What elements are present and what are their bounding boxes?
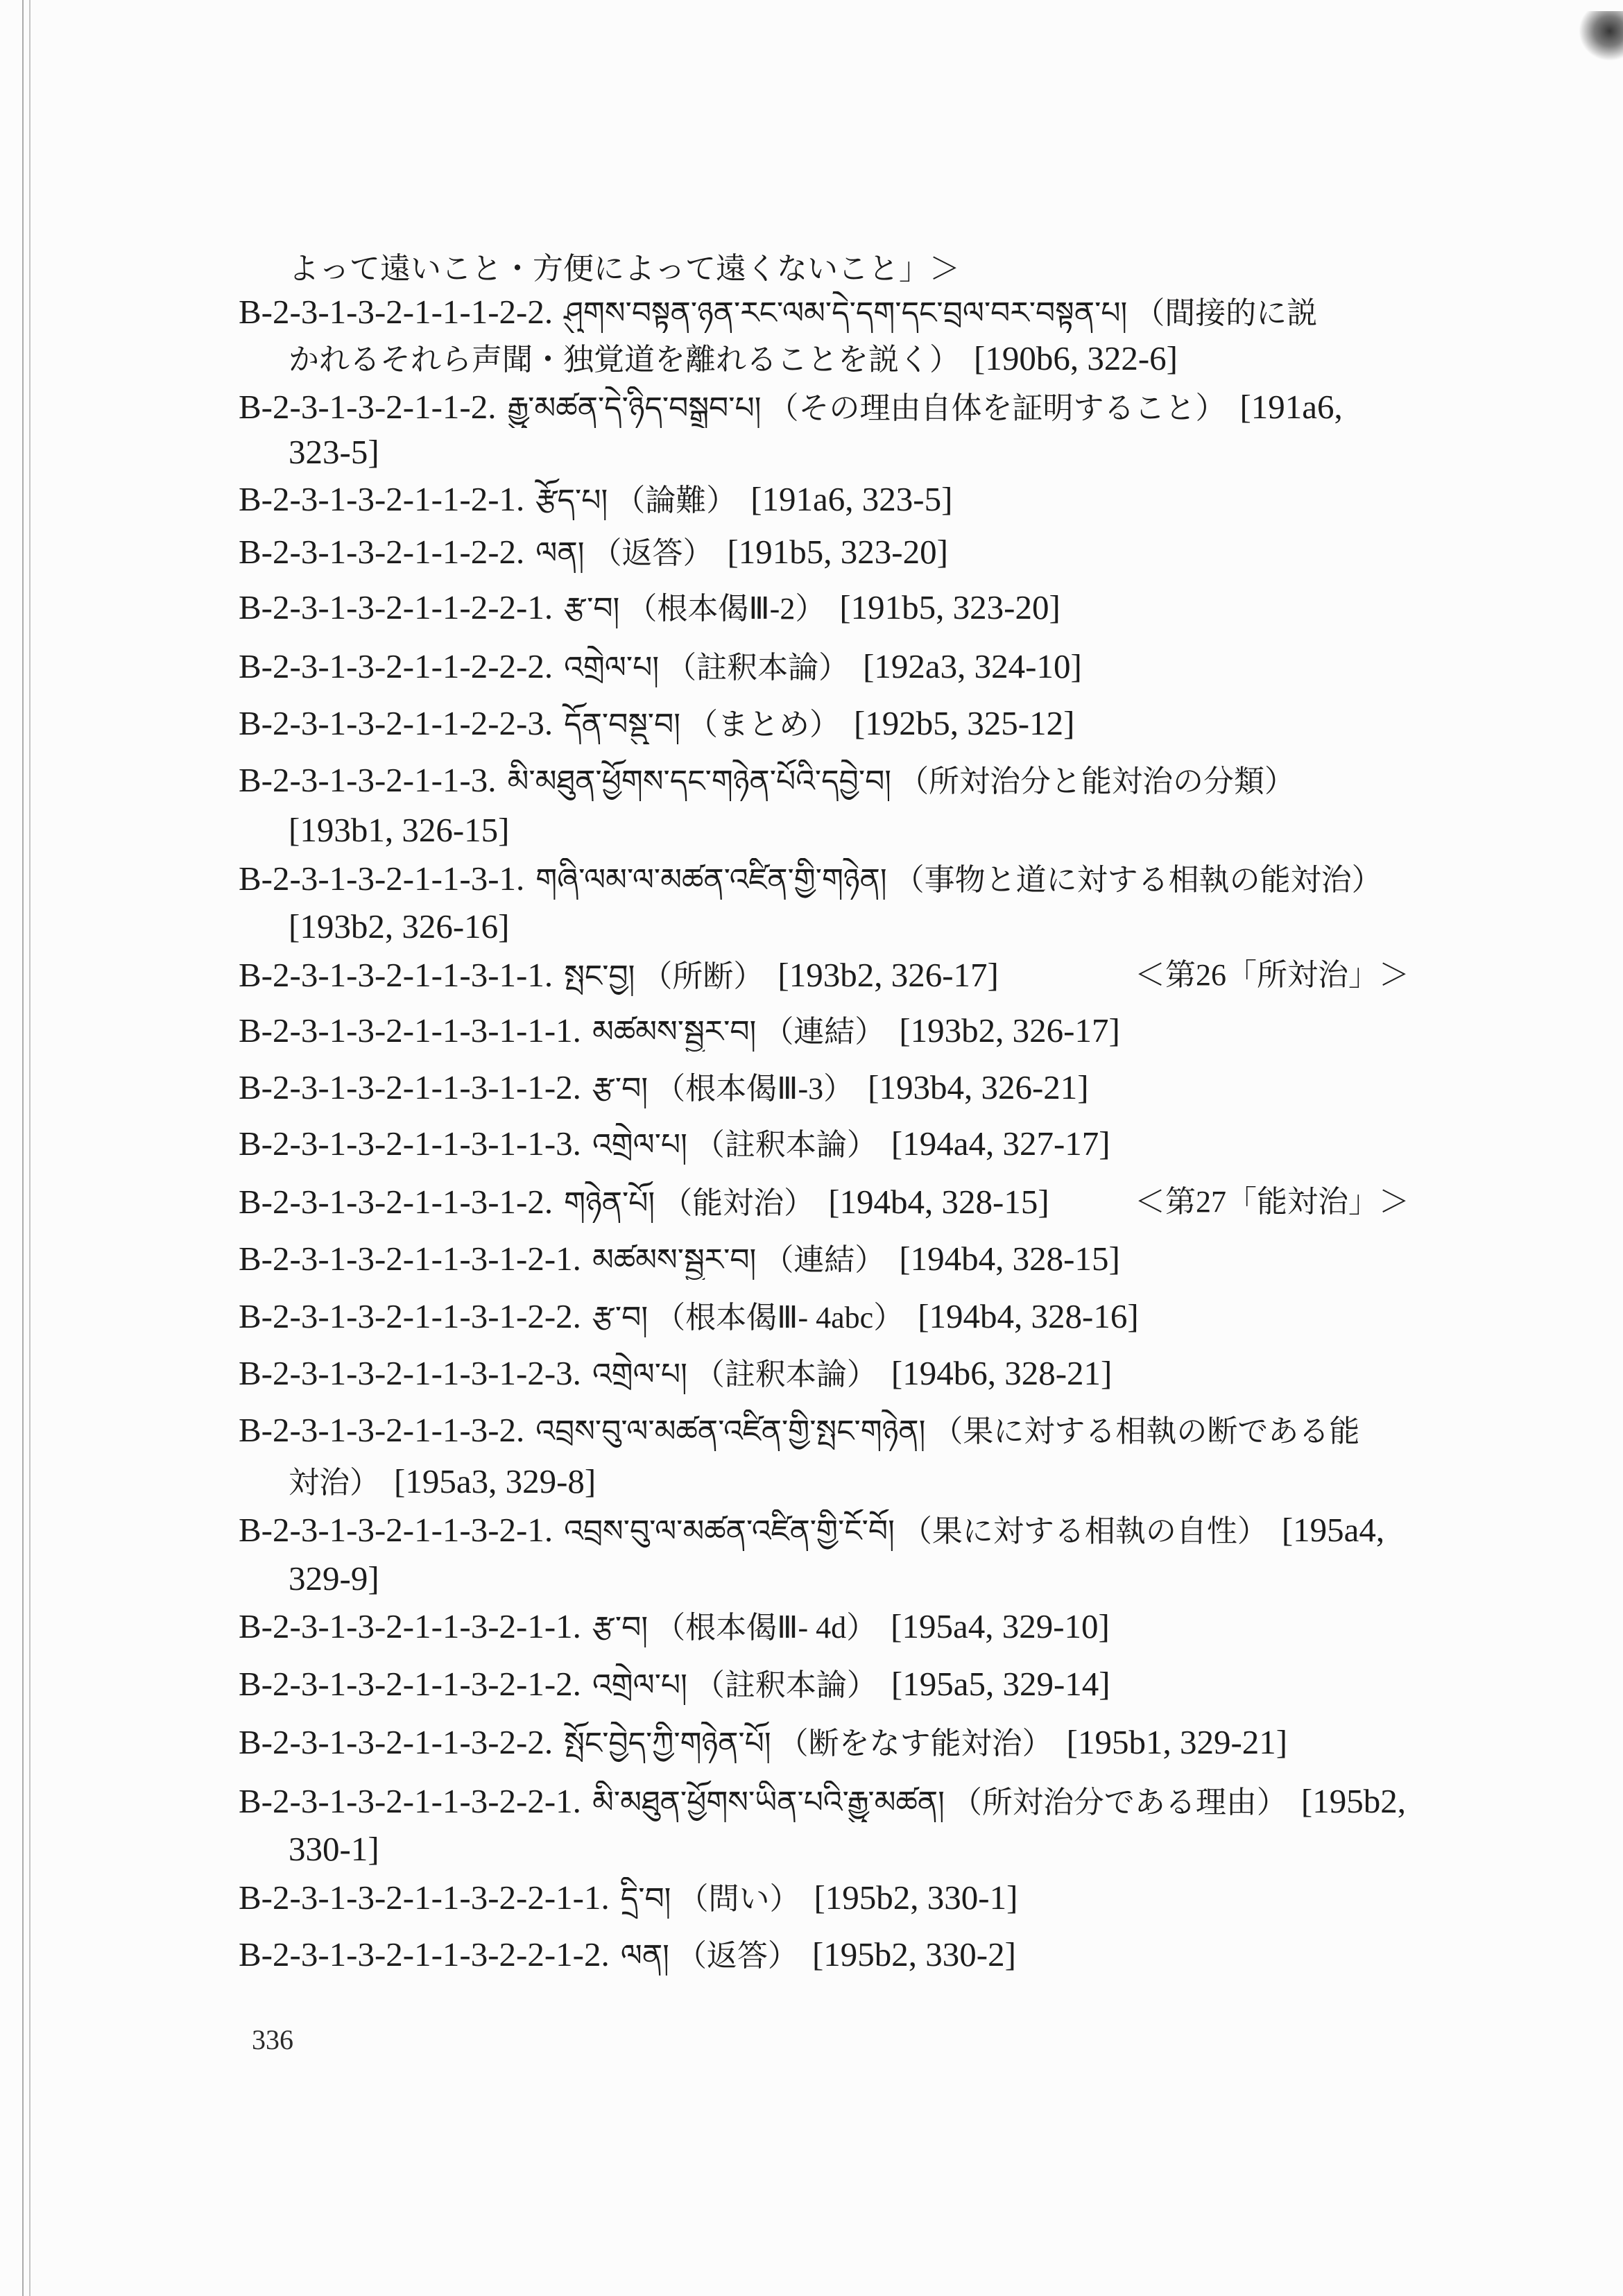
folio-reference: [195b1, 329-21] xyxy=(1066,1723,1288,1761)
tibetan-heading: འགྲེལ་པ། xyxy=(592,1127,687,1163)
folio-reference: [190b6, 322-6] xyxy=(974,339,1178,377)
section-number: B-2-3-1-3-2-1-1-3-1-2-3. xyxy=(239,1354,581,1392)
folio-reference: [195a4, xyxy=(1281,1511,1385,1549)
tibetan-heading: རྩ་བ། xyxy=(592,1610,649,1645)
japanese-gloss: （果に対する相執の断である能 xyxy=(932,1414,1360,1448)
folio-reference: [191a6, xyxy=(1239,388,1343,426)
section-number: B-2-3-1-3-2-1-1-3-2-1-2. xyxy=(239,1665,581,1703)
outline-entry xyxy=(0,1509,1623,1551)
folio-reference: [191b5, 323-20] xyxy=(839,588,1060,626)
section-number: B-2-3-1-3-2-1-1-2-2-1. xyxy=(239,588,553,626)
japanese-gloss-continued: 対治） xyxy=(289,1466,380,1500)
page-number: 336 xyxy=(252,2024,293,2055)
scan-corner-mark xyxy=(1579,11,1623,61)
folio-reference: 329-9] xyxy=(289,1559,379,1597)
japanese-gloss: （連結） xyxy=(763,1243,886,1277)
section-number: B-2-3-1-3-2-1-1-3. xyxy=(239,761,497,799)
outline-entry-continuation xyxy=(0,1828,1623,1870)
tibetan-heading: མི་མཐུན་ཕྱོགས་དང་གཉེན་པོའི་དབྱེ་བ། xyxy=(507,764,892,799)
folio-reference: [194b4, 328-15] xyxy=(828,1183,1049,1221)
japanese-gloss: （まとめ） xyxy=(687,708,840,742)
chapter-marker: ＜第26「所対治」＞ xyxy=(1135,958,1409,992)
section-number: B-2-3-1-3-2-1-1-3-2. xyxy=(239,1411,525,1449)
outline-entry xyxy=(0,760,1623,801)
section-number: B-2-3-1-3-2-1-1-3-2-1-1. xyxy=(239,1607,581,1645)
tibetan-heading: སྤང་བྱ། xyxy=(564,959,635,994)
folio-reference: [195a3, 329-8] xyxy=(394,1462,596,1500)
section-number: B-2-3-1-3-2-1-1-3-1-1-3. xyxy=(239,1124,581,1163)
folio-reference: [191a6, 323-5] xyxy=(750,480,953,518)
folio-reference: [195a5, 329-14] xyxy=(891,1665,1110,1703)
japanese-gloss: （所対治分と能対治の分類） xyxy=(898,764,1296,798)
japanese-gloss: （返答） xyxy=(676,1939,798,1973)
section-number: B-2-3-1-3-2-1-1-2-2-2. xyxy=(239,647,553,685)
tibetan-heading: གཉེན་པོ། xyxy=(564,1185,655,1221)
japanese-gloss: （果に対する相執の自性） xyxy=(901,1514,1268,1548)
japanese-gloss: （所断） xyxy=(642,959,764,993)
outline-entry xyxy=(0,479,1623,520)
outline-entry xyxy=(0,1781,1623,1822)
section-number: B-2-3-1-3-2-1-1-3-1-1-2. xyxy=(239,1068,581,1106)
tibetan-heading: དྲི་བ། xyxy=(620,1881,671,1917)
outline-entry xyxy=(0,1181,1623,1223)
folio-reference: 330-1] xyxy=(289,1830,379,1868)
folio-reference: [194b4, 328-16] xyxy=(918,1297,1139,1335)
section-number: B-2-3-1-3-2-1-1-3-1-2. xyxy=(239,1183,553,1221)
japanese-gloss: （問い） xyxy=(678,1882,800,1916)
outline-entry xyxy=(0,1010,1623,1052)
outline-entry-continuation xyxy=(0,906,1623,948)
tibetan-heading: རྩ་བ། xyxy=(592,1071,649,1106)
section-number: B-2-3-1-3-2-1-1-3-1-2-1. xyxy=(239,1240,581,1278)
tibetan-heading: འགྲེལ་པ། xyxy=(564,650,660,685)
outline-entry xyxy=(0,954,1623,996)
tibetan-heading: རྩ་བ། xyxy=(592,1300,649,1335)
folio-reference: [193b1, 326-15] xyxy=(289,811,510,849)
outline-entry xyxy=(0,531,1623,573)
carryover-text: よって遠いこと・方便によって遠くないこと」＞ xyxy=(289,252,960,286)
outline-entry-continuation xyxy=(0,431,1623,473)
folio-reference: 323-5] xyxy=(289,433,379,471)
tibetan-heading: མི་མཐུན་ཕྱོགས་ཡིན་པའི་རྒྱུ་མཚན། xyxy=(592,1785,945,1820)
japanese-gloss: （所対治分である理由） xyxy=(951,1785,1287,1819)
outline-entry xyxy=(0,1410,1623,1451)
japanese-gloss: （根本偈Ⅲ- 4d） xyxy=(655,1611,877,1645)
folio-reference: [194b6, 328-21] xyxy=(891,1354,1113,1392)
section-number: B-2-3-1-3-2-1-1-3-1-1. xyxy=(239,956,553,994)
outline-entry xyxy=(0,291,1623,333)
folio-reference: [195b2, 330-1] xyxy=(814,1878,1018,1917)
japanese-gloss: （その理由自体を証明すること） xyxy=(768,391,1226,425)
japanese-gloss: （断をなす能対治） xyxy=(778,1727,1053,1760)
folio-reference: [195a4, 329-10] xyxy=(891,1607,1110,1645)
outline-entry xyxy=(0,1067,1623,1108)
tibetan-heading: དོན་བསྡུ་བ། xyxy=(564,707,680,742)
outline-entry-continuation xyxy=(0,809,1623,851)
section-number: B-2-3-1-3-2-1-1-3-2-2-1-1. xyxy=(239,1878,610,1917)
outline-entry xyxy=(0,1296,1623,1337)
outline-entry xyxy=(0,386,1623,428)
outline-entry xyxy=(0,1877,1623,1919)
folio-reference: [193b2, 326-16] xyxy=(289,907,510,945)
japanese-gloss: （能対治） xyxy=(662,1186,815,1220)
tibetan-heading: མཚམས་སྦྱར་བ། xyxy=(592,1014,757,1050)
tibetan-heading: རྩོད་པ། xyxy=(535,483,608,518)
outline-entry xyxy=(0,1722,1623,1763)
section-number: B-2-3-1-3-2-1-1-3-2-2-1. xyxy=(239,1782,581,1820)
folio-reference: [195b2, xyxy=(1300,1782,1406,1820)
section-number: B-2-3-1-3-2-1-1-3-2-2-1-2. xyxy=(239,1935,610,1973)
japanese-gloss: （事物と道に対する相執の能対治） xyxy=(893,863,1382,897)
outline-entry-continuation xyxy=(0,1461,1623,1502)
section-number: B-2-3-1-3-2-1-1-2-2. xyxy=(239,533,525,571)
folio-reference: [192a3, 324-10] xyxy=(863,647,1082,685)
japanese-gloss: （間接的に説 xyxy=(1134,296,1318,330)
tibetan-heading: འབྲས་བུ་ལ་མཚན་འཛིན་གྱི་ངོ་བོ། xyxy=(564,1514,895,1549)
outline-entry xyxy=(0,703,1623,744)
tibetan-heading: འབྲས་བུ་ལ་མཚན་འཛིན་གྱི་སྤང་གཉེན། xyxy=(535,1414,926,1449)
japanese-gloss-continued: かれるそれら声聞・独覚道を離れることを説く） xyxy=(289,343,960,377)
tibetan-heading: ལན། xyxy=(535,536,585,571)
outline-entry xyxy=(0,1606,1623,1647)
carryover-line xyxy=(0,247,1623,289)
outline-entry-continuation xyxy=(0,1558,1623,1600)
tibetan-heading: རྒྱུ་མཚན་དེ་ཉིད་བསྒྲུབ་པ། xyxy=(507,391,762,426)
section-number: B-2-3-1-3-2-1-1-3-1-1-1. xyxy=(239,1011,581,1050)
japanese-gloss: （註釈本論） xyxy=(694,1668,877,1702)
japanese-gloss: （註釈本論） xyxy=(666,651,850,685)
japanese-gloss: （根本偈Ⅲ-2） xyxy=(626,592,826,626)
outline-entry-continuation xyxy=(0,338,1623,379)
section-number: B-2-3-1-3-2-1-1-3-2-1. xyxy=(239,1511,553,1549)
chapter-marker: ＜第27「能対治」＞ xyxy=(1135,1185,1409,1219)
japanese-gloss: （返答） xyxy=(591,536,714,570)
japanese-gloss: （註釈本論） xyxy=(694,1128,877,1162)
japanese-gloss: （論難） xyxy=(615,483,737,517)
outline-entry xyxy=(0,1934,1623,1976)
tibetan-heading: འགྲེལ་པ། xyxy=(592,1357,687,1392)
folio-reference: [193b2, 326-17] xyxy=(899,1011,1120,1050)
tibetan-heading: རྩ་བ། xyxy=(564,591,620,626)
section-number: B-2-3-1-3-2-1-1-2. xyxy=(239,388,497,426)
outline-entry xyxy=(0,587,1623,628)
section-number: B-2-3-1-3-2-1-1-1-2-2. xyxy=(239,293,553,331)
folio-reference: [193b4, 326-21] xyxy=(868,1068,1089,1106)
folio-reference: [192b5, 325-12] xyxy=(853,704,1075,742)
japanese-gloss: （連結） xyxy=(763,1015,886,1049)
tibetan-heading: སྤོང་བྱེད་ཀྱི་གཉེན་པོ། xyxy=(564,1726,771,1761)
folio-reference: [195b2, 330-2] xyxy=(812,1935,1016,1973)
folio-reference: [194b4, 328-15] xyxy=(899,1240,1120,1278)
tibetan-heading: འགྲེལ་པ། xyxy=(592,1668,687,1703)
japanese-gloss: （根本偈Ⅲ-3） xyxy=(655,1072,855,1106)
japanese-gloss: （根本偈Ⅲ- 4abc） xyxy=(655,1301,904,1335)
outline-entry xyxy=(0,1663,1623,1705)
folio-reference: [194a4, 327-17] xyxy=(891,1124,1110,1163)
japanese-gloss: （註釈本論） xyxy=(694,1357,877,1391)
tibetan-heading: གཞི་ལམ་ལ་མཚན་འཛིན་གྱི་གཉེན། xyxy=(535,862,887,898)
outline-entry xyxy=(0,1123,1623,1165)
section-number: B-2-3-1-3-2-1-1-2-1. xyxy=(239,480,525,518)
tibetan-heading: མཚམས་སྦྱར་བ། xyxy=(592,1242,757,1278)
section-number: B-2-3-1-3-2-1-1-2-2-3. xyxy=(239,704,553,742)
folio-reference: [193b2, 326-17] xyxy=(778,956,999,994)
folio-reference: [191b5, 323-20] xyxy=(727,533,948,571)
outline-entry xyxy=(0,858,1623,900)
outline-entry xyxy=(0,1353,1623,1394)
outline-entry xyxy=(0,646,1623,687)
outline-entry xyxy=(0,1238,1623,1280)
tibetan-heading: ལན། xyxy=(620,1938,669,1973)
section-number: B-2-3-1-3-2-1-1-3-1. xyxy=(239,859,525,898)
section-number: B-2-3-1-3-2-1-1-3-1-2-2. xyxy=(239,1297,581,1335)
section-number: B-2-3-1-3-2-1-1-3-2-2. xyxy=(239,1723,553,1761)
tibetan-heading: ཤུགས་བསྟན་ཉན་རང་ལམ་དེ་དག་དང་བྲལ་བར་བསྟན་པ། xyxy=(564,295,1128,331)
